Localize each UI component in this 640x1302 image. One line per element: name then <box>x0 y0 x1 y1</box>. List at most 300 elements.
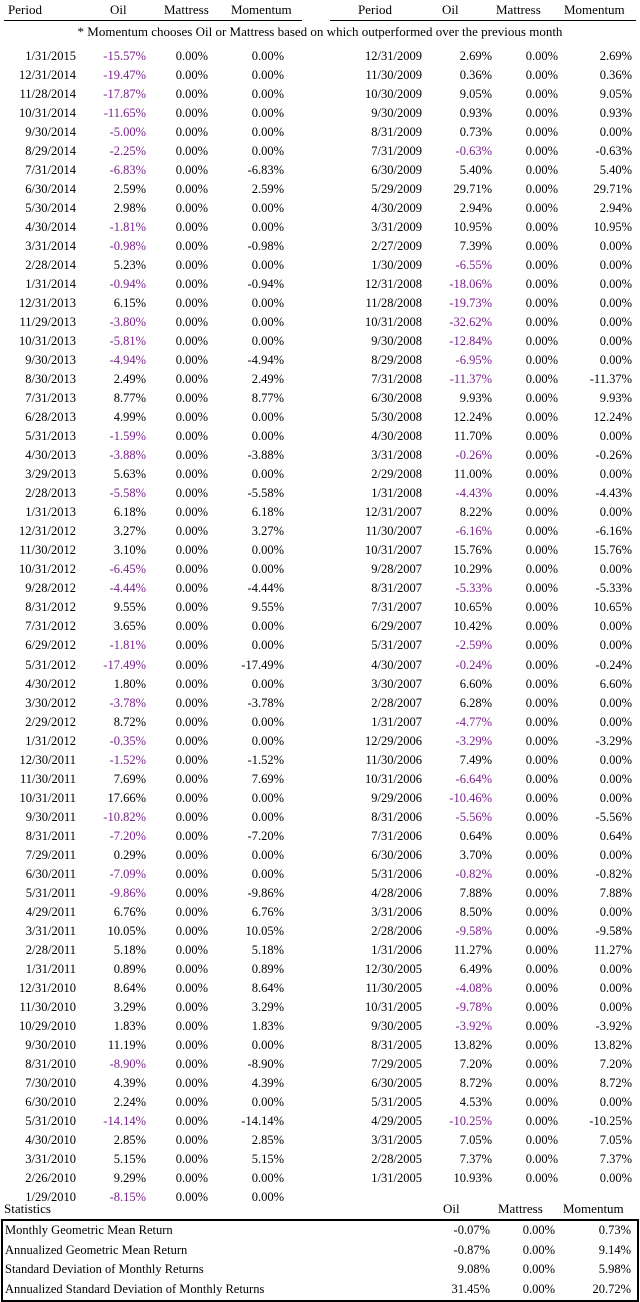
table-row <box>320 199 640 218</box>
momentum-cell: 0.00% <box>599 771 632 786</box>
stats-col-oil: Oil <box>443 1201 460 1216</box>
momentum-cell: 0.00% <box>251 733 284 748</box>
mattress-cell: 0.00% <box>175 847 208 862</box>
momentum-cell: -17.49% <box>241 657 284 672</box>
momentum-cell: 0.00% <box>599 296 632 311</box>
period-cell: 1/31/2015 <box>25 49 76 63</box>
header-momentum: Momentum <box>564 2 625 17</box>
table-row <box>320 446 640 465</box>
period-cell: 11/30/2007 <box>365 524 422 539</box>
table-row <box>0 1169 320 1188</box>
oil-cell: 8.72% <box>113 714 146 729</box>
momentum-cell: 0.00% <box>599 790 632 805</box>
momentum-cell: -5.33% <box>595 581 632 596</box>
oil-cell: 3.29% <box>113 999 146 1014</box>
oil-cell: 6.49% <box>459 961 492 976</box>
period-cell: 8/31/2006 <box>371 809 422 824</box>
mattress-cell: 0.00% <box>525 486 558 501</box>
momentum-cell: -0.82% <box>595 866 632 881</box>
momentum-cell: 10.65% <box>593 600 632 615</box>
stats-row <box>3 1221 637 1241</box>
oil-cell: -7.20% <box>109 828 146 843</box>
mattress-cell: 0.00% <box>175 562 208 577</box>
mattress-cell: 0.00% <box>175 809 208 824</box>
period-cell: 6/30/2005 <box>371 1075 422 1090</box>
mattress-cell: 0.00% <box>175 429 208 444</box>
momentum-cell: -0.63% <box>595 144 632 159</box>
momentum-cell: -3.92% <box>595 1018 632 1033</box>
period-cell: 5/30/2008 <box>371 410 422 425</box>
oil-cell: -5.33% <box>455 581 492 596</box>
period-cell: 9/30/2011 <box>25 809 76 824</box>
period-cell: 1/30/2009 <box>371 258 422 273</box>
mattress-cell: 0.00% <box>175 676 208 691</box>
oil-cell: 3.70% <box>459 847 492 862</box>
period-cell: 5/30/2014 <box>25 201 76 216</box>
oil-cell: 9.93% <box>459 391 492 406</box>
oil-cell: 2.24% <box>113 1094 146 1109</box>
period-cell: 7/31/2006 <box>371 828 422 843</box>
momentum-cell: 8.64% <box>251 980 284 995</box>
oil-cell: 2.94% <box>459 201 492 216</box>
period-cell: 1/31/2007 <box>371 714 422 729</box>
momentum-cell: 10.95% <box>593 220 632 235</box>
momentum-cell: 0.00% <box>251 258 284 273</box>
mattress-cell: 0.00% <box>175 1189 208 1204</box>
momentum-cell: 0.00% <box>251 410 284 425</box>
momentum-cell: -5.58% <box>247 486 284 501</box>
mattress-cell: 0.00% <box>175 163 208 178</box>
table-row <box>320 123 640 142</box>
period-cell: 5/31/2010 <box>25 1113 76 1128</box>
momentum-cell: 7.37% <box>599 1151 632 1166</box>
mattress-cell: 0.00% <box>525 543 558 558</box>
period-cell: 5/31/2013 <box>25 429 76 444</box>
momentum-cell: 2.94% <box>599 201 632 216</box>
table-row <box>0 408 320 427</box>
momentum-cell: -0.26% <box>595 448 632 463</box>
period-cell: 10/31/2013 <box>19 334 76 349</box>
mattress-cell: 0.00% <box>525 334 558 349</box>
oil-cell: -18.06% <box>449 277 492 292</box>
table-row <box>0 446 320 465</box>
period-cell: 12/31/2013 <box>19 296 76 311</box>
mattress-cell: 0.00% <box>525 87 558 102</box>
mattress-cell: 0.00% <box>175 258 208 273</box>
period-cell: 5/31/2007 <box>371 638 422 653</box>
momentum-cell: 0.00% <box>599 980 632 995</box>
mattress-cell: 0.00% <box>175 239 208 254</box>
oil-cell: -12.84% <box>449 334 492 349</box>
oil-cell: -5.00% <box>109 125 146 140</box>
oil-cell: -0.94% <box>109 277 146 292</box>
oil-cell: 0.89% <box>113 961 146 976</box>
period-cell: 11/30/2005 <box>365 980 422 995</box>
oil-cell: 5.63% <box>113 467 146 482</box>
statistics-header <box>0 1200 640 1218</box>
oil-cell: -0.26% <box>455 448 492 463</box>
momentum-cell: 11.27% <box>593 942 632 957</box>
mattress-cell: 0.00% <box>525 144 558 159</box>
stats-row <box>3 1241 637 1261</box>
oil-cell: 4.99% <box>113 410 146 425</box>
table-row <box>0 47 320 66</box>
momentum-cell: 0.64% <box>599 828 632 843</box>
momentum-cell: 3.27% <box>251 524 284 539</box>
oil-cell: -4.08% <box>455 980 492 995</box>
momentum-cell: 0.00% <box>599 752 632 767</box>
table-row <box>0 522 320 541</box>
mattress-cell: 0.00% <box>525 1075 558 1090</box>
table-row <box>0 541 320 560</box>
oil-cell: 6.28% <box>459 695 492 710</box>
mattress-cell: 0.00% <box>525 942 558 957</box>
momentum-cell: 0.00% <box>599 239 632 254</box>
period-cell: 11/30/2011 <box>19 771 76 786</box>
oil-cell: -9.58% <box>455 923 492 938</box>
momentum-cell: 0.00% <box>599 619 632 634</box>
oil-cell: 10.65% <box>453 600 492 615</box>
oil-cell: 7.20% <box>459 1056 492 1071</box>
momentum-cell: 0.00% <box>251 201 284 216</box>
period-cell: 2/28/2013 <box>25 486 76 501</box>
table-row <box>320 789 640 808</box>
table-row <box>320 332 640 351</box>
table-row <box>0 960 320 979</box>
mattress-cell: 0.00% <box>525 410 558 425</box>
stat-oil: -0.07% <box>453 1223 490 1237</box>
oil-cell: 8.22% <box>459 505 492 520</box>
mattress-cell: 0.00% <box>175 410 208 425</box>
momentum-cell: 9.05% <box>599 87 632 102</box>
momentum-cell: 10.05% <box>245 923 284 938</box>
momentum-cell: 0.00% <box>251 429 284 444</box>
table-row <box>0 503 320 522</box>
period-cell: 4/30/2013 <box>25 448 76 463</box>
oil-cell: 6.60% <box>459 676 492 691</box>
oil-cell: -2.25% <box>109 144 146 159</box>
momentum-cell: 0.00% <box>599 277 632 292</box>
stats-col-mattress: Mattress <box>498 1201 543 1216</box>
mattress-cell: 0.00% <box>175 201 208 216</box>
mattress-cell: 0.00% <box>525 372 558 387</box>
momentum-cell: 0.00% <box>599 638 632 653</box>
table-row <box>0 351 320 370</box>
table-row <box>0 313 320 332</box>
period-cell: 3/29/2013 <box>25 467 76 482</box>
table-row <box>320 1017 640 1036</box>
table-row <box>320 1036 640 1055</box>
table-row <box>320 275 640 294</box>
mattress-cell: 0.00% <box>525 1113 558 1128</box>
mattress-cell: 0.00% <box>525 201 558 216</box>
table-row <box>0 332 320 351</box>
table-row <box>320 713 640 732</box>
period-cell: 9/29/2006 <box>371 790 422 805</box>
momentum-cell: 0.00% <box>599 353 632 368</box>
table-row <box>0 579 320 598</box>
oil-cell: 0.29% <box>113 847 146 862</box>
table-row <box>320 827 640 846</box>
left-returns-table <box>0 47 320 1207</box>
period-cell: 5/31/2006 <box>371 866 422 881</box>
table-row <box>320 522 640 541</box>
momentum-cell: -4.44% <box>247 581 284 596</box>
momentum-cell: 4.39% <box>251 1075 284 1090</box>
table-row <box>320 617 640 636</box>
momentum-cell: 0.89% <box>251 961 284 976</box>
table-row <box>320 903 640 922</box>
oil-cell: 0.36% <box>459 68 492 83</box>
momentum-cell: 6.60% <box>599 676 632 691</box>
table-row <box>0 1131 320 1150</box>
table-row <box>320 675 640 694</box>
momentum-cell: 0.00% <box>251 1170 284 1185</box>
table-row <box>0 903 320 922</box>
table-row <box>0 846 320 865</box>
table-row <box>320 218 640 237</box>
oil-cell: 8.77% <box>113 391 146 406</box>
oil-cell: -10.82% <box>103 809 146 824</box>
table-row <box>0 598 320 617</box>
period-cell: 10/31/2012 <box>19 562 76 577</box>
mattress-cell: 0.00% <box>525 391 558 406</box>
period-cell: 7/31/2014 <box>25 163 76 178</box>
period-cell: 8/31/2012 <box>25 600 76 615</box>
period-cell: 3/30/2007 <box>371 676 422 691</box>
table-row <box>320 1131 640 1150</box>
table-row <box>320 161 640 180</box>
oil-cell: 5.40% <box>459 163 492 178</box>
oil-cell: 7.39% <box>459 239 492 254</box>
oil-cell: -11.37% <box>449 372 492 387</box>
mattress-cell: 0.00% <box>525 714 558 729</box>
mattress-cell: 0.00% <box>175 733 208 748</box>
period-cell: 12/31/2012 <box>19 524 76 539</box>
mattress-cell: 0.00% <box>525 999 558 1014</box>
period-cell: 7/30/2010 <box>25 1075 76 1090</box>
oil-cell: 10.42% <box>453 619 492 634</box>
table-row <box>0 161 320 180</box>
momentum-cell: -0.94% <box>247 277 284 292</box>
momentum-cell: 29.71% <box>593 182 632 197</box>
mattress-cell: 0.00% <box>175 49 208 63</box>
period-cell: 10/31/2014 <box>19 106 76 121</box>
table-row <box>0 275 320 294</box>
table-row <box>320 941 640 960</box>
momentum-cell: 0.00% <box>599 562 632 577</box>
period-cell: 1/31/2006 <box>371 942 422 957</box>
table-row <box>0 1055 320 1074</box>
mattress-cell: 0.00% <box>175 448 208 463</box>
momentum-cell: 0.00% <box>599 1094 632 1109</box>
period-cell: 3/31/2014 <box>25 239 76 254</box>
table-row <box>320 1074 640 1093</box>
momentum-cell: -5.56% <box>595 809 632 824</box>
mattress-cell: 0.00% <box>175 486 208 501</box>
table-row <box>0 884 320 903</box>
mattress-cell: 0.00% <box>175 885 208 900</box>
momentum-cell: 0.00% <box>251 543 284 558</box>
oil-cell: -2.59% <box>455 638 492 653</box>
oil-cell: 5.18% <box>113 942 146 957</box>
period-cell: 4/30/2008 <box>371 429 422 444</box>
period-cell: 10/29/2010 <box>19 1018 76 1033</box>
period-cell: 11/30/2010 <box>19 999 76 1014</box>
stat-label: Standard Deviation of Monthly Returns <box>5 1262 204 1276</box>
oil-cell: -5.81% <box>109 334 146 349</box>
stat-mattress: 0.00% <box>522 1242 555 1257</box>
mattress-cell: 0.00% <box>175 638 208 653</box>
oil-cell: 6.18% <box>113 505 146 520</box>
table-row <box>0 427 320 446</box>
mattress-cell: 0.00% <box>525 1037 558 1052</box>
mattress-cell: 0.00% <box>525 657 558 672</box>
oil-cell: 13.82% <box>453 1037 492 1052</box>
mattress-cell: 0.00% <box>525 904 558 919</box>
period-cell: 10/31/2011 <box>19 790 76 805</box>
mattress-cell: 0.00% <box>175 657 208 672</box>
table-row <box>0 636 320 655</box>
period-cell: 7/31/2007 <box>371 600 422 615</box>
oil-cell: 9.05% <box>459 87 492 102</box>
momentum-cell: -1.52% <box>247 752 284 767</box>
table-row <box>0 180 320 199</box>
mattress-cell: 0.00% <box>175 752 208 767</box>
period-cell: 7/29/2011 <box>25 847 76 862</box>
mattress-cell: 0.00% <box>175 467 208 482</box>
table-row <box>0 1017 320 1036</box>
momentum-cell: 0.00% <box>251 87 284 102</box>
stat-mattress: 0.00% <box>522 1262 555 1276</box>
momentum-cell: 7.05% <box>599 1132 632 1147</box>
oil-cell: 10.93% <box>453 1170 492 1185</box>
period-cell: 10/31/2008 <box>365 315 422 330</box>
period-cell: 3/30/2012 <box>25 695 76 710</box>
mattress-cell: 0.00% <box>175 505 208 520</box>
period-cell: 4/30/2012 <box>25 676 76 691</box>
momentum-cell: -3.88% <box>247 448 284 463</box>
period-cell: 5/29/2009 <box>371 182 422 197</box>
mattress-cell: 0.00% <box>525 885 558 900</box>
momentum-cell: -9.58% <box>595 923 632 938</box>
table-row <box>0 1112 320 1131</box>
momentum-cell: 0.00% <box>599 904 632 919</box>
mattress-cell: 0.00% <box>525 961 558 976</box>
mattress-cell: 0.00% <box>525 676 558 691</box>
mattress-cell: 0.00% <box>525 277 558 292</box>
stat-mattress: 0.00% <box>522 1281 555 1296</box>
oil-cell: 9.55% <box>113 600 146 615</box>
mattress-cell: 0.00% <box>175 315 208 330</box>
mattress-cell: 0.00% <box>525 524 558 539</box>
mattress-cell: 0.00% <box>525 315 558 330</box>
momentum-cell: 0.00% <box>599 961 632 976</box>
mattress-cell: 0.00% <box>175 771 208 786</box>
table-row <box>0 713 320 732</box>
table-row <box>0 123 320 142</box>
mattress-cell: 0.00% <box>175 999 208 1014</box>
oil-cell: 6.76% <box>113 904 146 919</box>
table-row <box>0 389 320 408</box>
mattress-cell: 0.00% <box>525 49 558 63</box>
oil-cell: -0.35% <box>109 733 146 748</box>
mattress-cell: 0.00% <box>175 68 208 83</box>
oil-cell: -4.43% <box>455 486 492 501</box>
mattress-cell: 0.00% <box>525 619 558 634</box>
period-cell: 3/31/2008 <box>371 448 422 463</box>
mattress-cell: 0.00% <box>175 1113 208 1128</box>
period-cell: 6/30/2011 <box>25 866 76 881</box>
momentum-cell: -4.94% <box>247 353 284 368</box>
table-row <box>320 1055 640 1074</box>
table-row <box>0 922 320 941</box>
mattress-cell: 0.00% <box>525 581 558 596</box>
oil-cell: -0.98% <box>109 239 146 254</box>
mattress-cell: 0.00% <box>525 1018 558 1033</box>
table-row <box>0 941 320 960</box>
oil-cell: 8.64% <box>113 980 146 995</box>
momentum-cell: 12.24% <box>593 410 632 425</box>
table-row <box>0 1150 320 1169</box>
period-cell: 8/31/2010 <box>25 1056 76 1071</box>
oil-cell: -8.90% <box>109 1056 146 1071</box>
oil-cell: 11.19% <box>107 1037 146 1052</box>
mattress-cell: 0.00% <box>175 790 208 805</box>
table-row <box>0 104 320 123</box>
period-cell: 1/31/2012 <box>25 733 76 748</box>
mattress-cell: 0.00% <box>525 923 558 938</box>
mattress-cell: 0.00% <box>175 277 208 292</box>
oil-cell: 10.95% <box>453 220 492 235</box>
oil-cell: 5.23% <box>113 258 146 273</box>
stat-mattress: 0.00% <box>522 1223 555 1237</box>
momentum-cell: 0.00% <box>599 429 632 444</box>
period-cell: 4/30/2007 <box>371 657 422 672</box>
oil-cell: -4.44% <box>109 581 146 596</box>
oil-cell: -3.78% <box>109 695 146 710</box>
oil-cell: 10.29% <box>453 562 492 577</box>
momentum-cell: 0.00% <box>251 790 284 805</box>
mattress-cell: 0.00% <box>525 847 558 862</box>
period-cell: 6/30/2006 <box>371 847 422 862</box>
table-row <box>320 1150 640 1169</box>
mattress-cell: 0.00% <box>175 828 208 843</box>
momentum-cell: 9.55% <box>251 600 284 615</box>
table-row <box>320 808 640 827</box>
header-oil: Oil <box>110 2 127 17</box>
mattress-cell: 0.00% <box>525 353 558 368</box>
oil-cell: -11.65% <box>103 106 146 121</box>
table-row <box>320 636 640 655</box>
table-row <box>320 865 640 884</box>
period-cell: 2/29/2008 <box>371 467 422 482</box>
oil-cell: 7.69% <box>113 771 146 786</box>
oil-cell: -0.82% <box>455 866 492 881</box>
table-row <box>320 960 640 979</box>
oil-cell: 1.83% <box>113 1018 146 1033</box>
momentum-cell: 5.15% <box>251 1151 284 1166</box>
period-cell: 2/28/2007 <box>371 695 422 710</box>
momentum-cell: 0.00% <box>599 315 632 330</box>
momentum-cell: 5.40% <box>599 163 632 178</box>
table-row <box>320 351 640 370</box>
oil-cell: 5.15% <box>113 1151 146 1166</box>
momentum-cell: 8.77% <box>251 391 284 406</box>
mattress-cell: 0.00% <box>525 505 558 520</box>
table-row <box>0 808 320 827</box>
period-cell: 3/31/2010 <box>25 1151 76 1166</box>
